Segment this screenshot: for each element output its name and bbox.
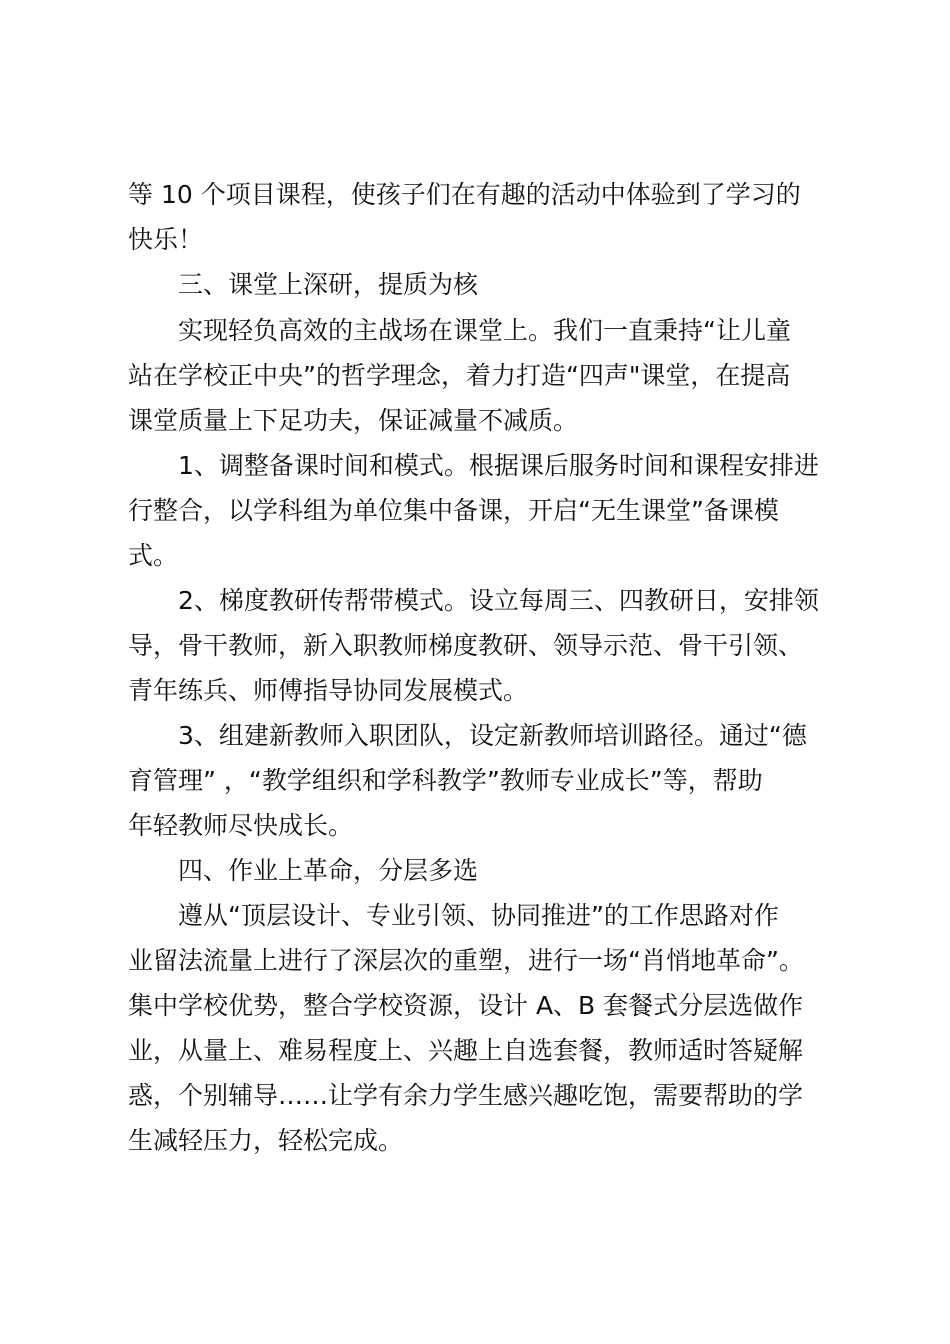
text-line: 生减轻压力，轻松完成。 [128,1126,404,1155]
text-line: 育管理” ，“教学组织和学科教学”教师专业成长”等，帮助 [128,766,763,795]
text-line: 行整合，以学科组为单位集中备课，开启“无生课堂”备课模 [128,496,779,525]
text-line: 集中学校优势，整合学校资源，设计 A、B 套餐式分层选做作 [128,991,804,1020]
text-line: 等 10 个项目课程，使孩子们在有趣的活动中体验到了学习的 [128,180,801,209]
text-line: 年轻教师尽快成长。 [128,811,354,840]
text-line: 3、组建新教师入职团队，设定新教师培训路径。通过“德 [178,721,807,750]
text-line: 式。 [128,541,179,570]
text-line: 实现轻负高效的主战场在课堂上。我们一直秉持“让儿童 [178,316,791,345]
heading-text: 四、作业上革命，分层多选 [178,856,479,885]
text-line: 站在学校正中央”的哲学理念，着力打造“四声"课堂，在提高 [128,361,791,390]
text-line: 业，从量上、难易程度上、兴趣上自选套餐，教师适时答疑解 [128,1036,804,1065]
text-line: 青年练兵、师傅指导协同发展模式。 [128,676,529,705]
text-line: 惑，个别辅导……让学有余力学生感兴趣吃饱，需要帮助的学 [128,1081,804,1110]
text-line: 2、梯度教研传帮带模式。设立每周三、四教研日，安排领 [178,586,819,615]
text-line: 课堂质量上下足功夫，保证减量不减质。 [128,406,579,435]
text-line: 导，骨干教师，新入职教师梯度教研、领导示范、骨干引领、 [128,631,804,660]
text-line: 业留法流量上进行了深层次的重塑，进行一场“肖悄地革命”。 [128,946,804,975]
text-line: 快乐！ [128,225,204,254]
text-line: 1、调整备课时间和模式。根据课后服务时间和课程安排进 [178,451,819,480]
text-line: 遵从“顶层设计、专业引领、协同推进”的工作思路对作 [178,901,779,930]
heading-text: 三、课堂上深研，提质为核 [178,270,479,299]
